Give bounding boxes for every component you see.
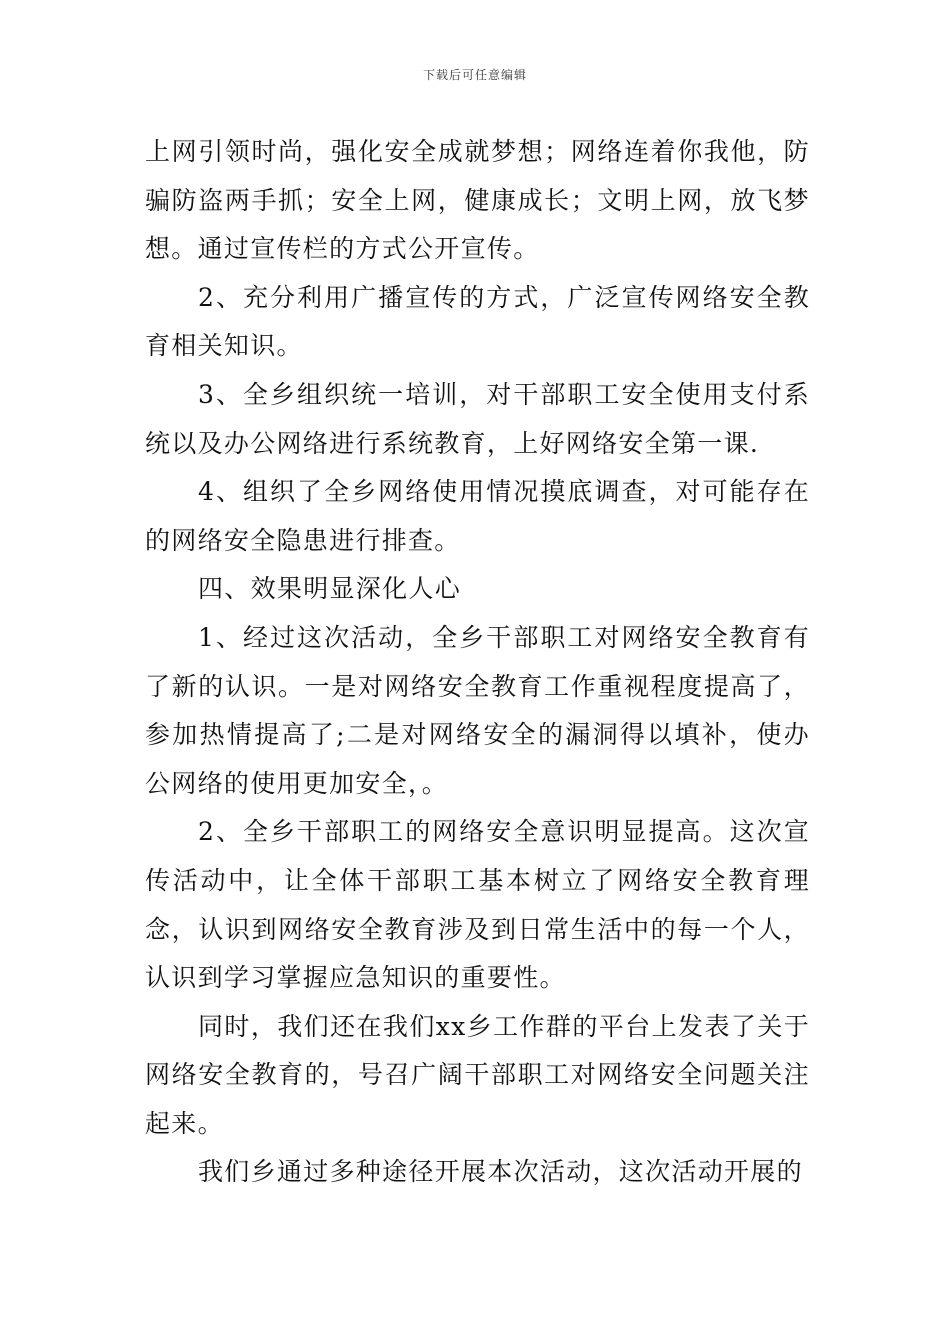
paragraph-8: 我们乡通过多种途径开展本次活动，这次活动开展的 (198, 1157, 803, 1187)
page-header: 下载后可任意编辑 (422, 68, 527, 82)
section-heading: 四、效果明显深化人心 (198, 574, 462, 604)
paragraph-1: 上网引领时尚，强化安全成就梦想；网络连着你我他，防骗防盗两手抓；安全上网，健康成长；文明上网，放飞梦想。通过宣传栏的方式公开宣传。 (145, 137, 810, 264)
paragraph-6: 2、全乡干部职工的网络安全意识明显提高。这次宣传活动中，让全体干部职工基本树立了网络安全教育理念，认识到网络安全教育涉及到日常生活中的每一个人，认识到学习掌握应急知识的重要性。 (145, 817, 810, 993)
document-body (145, 128, 810, 1197)
paragraph-2: 2、充分利用广播宣传的方式，广泛宣传网络安全教育相关知识。 (145, 282, 810, 361)
paragraph-3: 3、全乡组织统一培训，对干部职工安全使用支付系统以及办公网络进行系统教育，上好网络安全第一课. (145, 379, 810, 458)
paragraph-5: 1、经过这次活动，全乡干部职工对网络安全教育有了新的认识。一是对网络安全教育工作重视程度提高了，参加热情提高了;二是对网络安全的漏洞得以填补，使办公网络的使用更加安全，。 (145, 622, 810, 798)
paragraph-4: 4、组织了全乡网络使用情况摸底调查，对可能存在的网络安全隐患进行排查。 (145, 477, 810, 555)
paragraph-7: 同时，我们还在我们xx乡工作群的平台上发表了关于网络安全教育的，号召广阔干部职工对网络安全问题关注起来。 (145, 1011, 810, 1138)
